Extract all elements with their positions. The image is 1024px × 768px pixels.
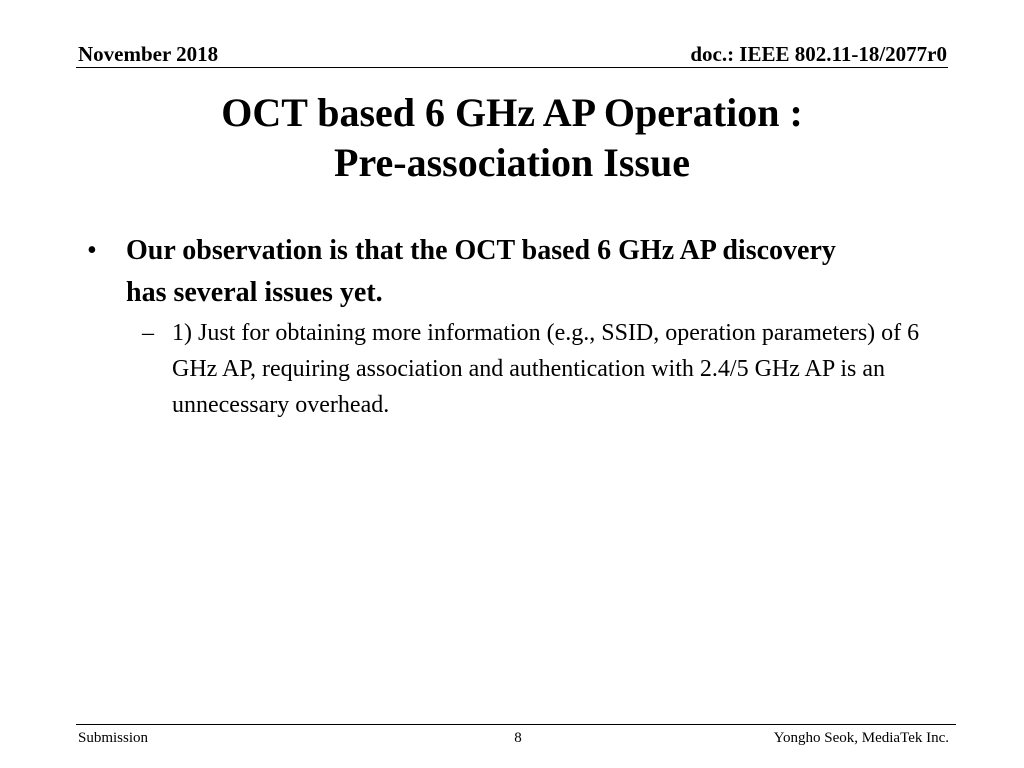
- sub-bullet-item: [142, 315, 942, 423]
- header-doc-id: doc.: IEEE 802.11-18/2077r0: [690, 42, 947, 66]
- slide-title-line-2: Pre-association Issue: [334, 140, 690, 185]
- bullet-text: Our observation is that the OCT based 6 GHz AP discovery has several issues yet.: [126, 235, 836, 308]
- sub-bullet-marker: –: [142, 320, 154, 346]
- bullet-marker: •: [87, 235, 97, 266]
- footer-author: Yongho Seok, MediaTek Inc.: [773, 730, 949, 746]
- footer-submission: Submission: [78, 730, 149, 746]
- bullet-item: [82, 230, 882, 314]
- sub-bullet-text: 1) Just for obtaining more information (e.g., SSID, operation parameters) of 6 GHz AP, requiring association and authentication with 2.4/5 GHz AP is an unnecessary overhead.: [172, 320, 920, 418]
- slide-title: [60, 88, 964, 188]
- footer-divider: [76, 724, 956, 725]
- page-number: 8: [514, 730, 522, 746]
- header-date: November 2018: [78, 42, 219, 66]
- slide-title-line-1: OCT based 6 GHz AP Operation :: [221, 90, 803, 135]
- header-divider: [76, 67, 948, 68]
